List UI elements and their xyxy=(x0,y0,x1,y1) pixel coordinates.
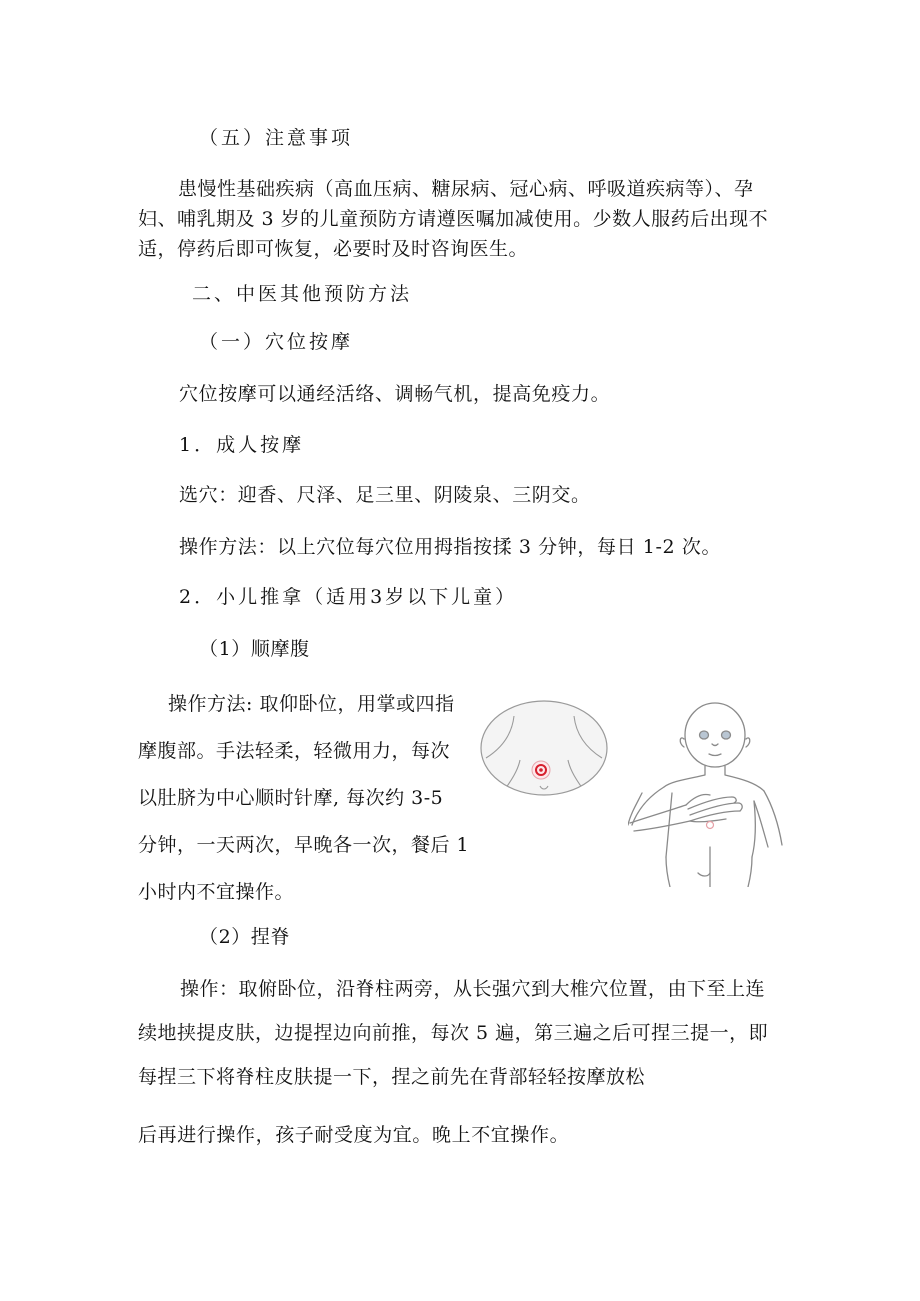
child-massage-title: 2．小儿推拿（适用3岁以下儿童） xyxy=(179,586,518,608)
spine-paragraph xyxy=(138,967,788,1099)
paragraph-line: 妇、哺乳期及 3 岁的儿童预防方请遵医嘱加减使用。少数人服药后出现不 xyxy=(138,208,769,230)
child-abdomen-massage-figure xyxy=(628,697,788,887)
adult-massage-title: 1．成人按摩 xyxy=(179,434,305,456)
paragraph-line: 续地挟提皮肤，边提捏边向前推，每次 5 遍，第三遍之后可捏三提一，即 xyxy=(138,1022,769,1044)
paragraph-line: 操作方法: 取仰卧位，用掌或四指 xyxy=(168,693,455,715)
abdomen-closeup-figure xyxy=(478,698,610,798)
paragraph-line: 操作：取俯卧位，沿脊柱两旁，从长强穴到大椎穴位置，由下至上连 xyxy=(180,978,766,1000)
sub1-intro: 穴位按摩可以通经活络、调畅气机，提高免疫力。 xyxy=(179,383,611,405)
abdomen-paragraph xyxy=(138,681,468,916)
paragraph-line: 分钟，一天两次，早晚各一次，餐后 1 xyxy=(138,834,470,856)
spine-final-line: 后再进行操作，孩子耐受度为宜。晚上不宜操作。 xyxy=(138,1124,570,1146)
paragraph-line: 小时内不宜操作。 xyxy=(138,881,295,903)
spine-title: （2）捏脊 xyxy=(199,926,291,948)
paragraph-line: 适，停药后即可恢复，必要时及时咨询医生。 xyxy=(138,238,529,260)
section5-paragraph xyxy=(138,176,788,266)
part2-title: 二、中医其他预防方法 xyxy=(192,283,413,305)
paragraph-line: 以肚脐为中心顺时针摩, 每次约 3-5 xyxy=(138,787,444,809)
adult-method: 操作方法：以上穴位每穴位用拇指按揉 3 分钟，每日 1-2 次。 xyxy=(179,536,722,558)
abdomen-title: （1）顺摩腹 xyxy=(199,638,310,660)
sub1-title: （一）穴位按摩 xyxy=(199,331,354,353)
paragraph-line: 患慢性基础疾病（高血压病、糖尿病、冠心病、呼吸道疾病等）、孕 xyxy=(178,178,754,200)
section5-title: （五）注意事项 xyxy=(199,127,354,149)
adult-acupoints: 选穴：迎香、尺泽、足三里、阴陵泉、三阴交。 xyxy=(179,484,591,506)
paragraph-line: 每捏三下将脊柱皮肤提一下，捏之前先在背部轻轻按摩放松 xyxy=(138,1066,646,1088)
paragraph-line: 摩腹部。手法轻柔，轻微用力，每次 xyxy=(138,740,451,762)
